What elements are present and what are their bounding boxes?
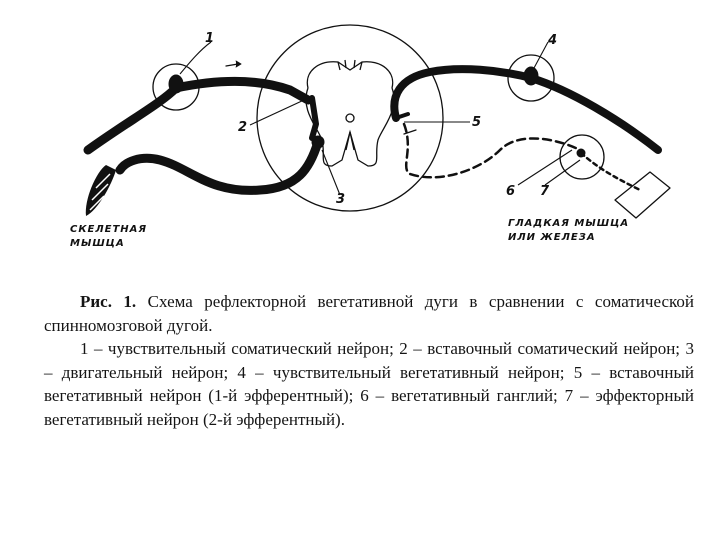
preganglionic-fiber	[404, 124, 580, 177]
somatic-arc	[88, 61, 324, 190]
intercalary-somatic-neuron	[312, 98, 316, 138]
sensory-neuron-body	[169, 75, 183, 93]
leader-3	[322, 150, 340, 195]
leader-1	[180, 42, 211, 74]
dorsal-horns	[307, 62, 392, 88]
label-1: 1	[205, 31, 215, 46]
caption-legend: 1 – чувствительный соматический нейрон; 2 – вставочный соматический нейрон; 3 – двигательный нейрон; 4 – чувствительный вегетативный нейрон; 5 – вставочный вегетативный нейрон (1-й эфферентный); 6 – вегетативный ганглий; 7 – эффекторный вегетативный нейрон (2-й эфферентный).	[44, 339, 694, 429]
label-3: 3	[336, 192, 346, 207]
figure-caption	[44, 290, 694, 431]
caption-title-paragraph	[44, 290, 694, 337]
skeletal-muscle-label-1: СКЕЛЕТНАЯ	[70, 224, 148, 235]
smooth-muscle-gland	[615, 172, 670, 218]
label-5: 5	[472, 115, 482, 130]
leader-6	[518, 150, 572, 185]
vegetative-arc	[394, 55, 670, 218]
arrow-afferent-head	[236, 61, 241, 67]
figure-label: Рис. 1.	[80, 292, 137, 311]
caption-title: Схема рефлекторной вегетативной дуги в сравнении с соматической спинномозговой дугой.	[44, 292, 694, 335]
central-canal	[346, 114, 354, 122]
smooth-muscle-label-2: ИЛИ ЖЕЛЕЗА	[508, 232, 596, 243]
smooth-muscle-label-1: ГЛАДКАЯ МЫШЦА	[508, 218, 630, 229]
vegetative-sensory-body	[524, 67, 538, 85]
skeletal-muscle	[86, 165, 116, 216]
label-7: 7	[540, 184, 550, 199]
label-2: 2	[238, 120, 248, 135]
gray-matter	[306, 88, 394, 166]
skeletal-muscle-label-2: МЫШЦА	[70, 238, 125, 249]
label-4: 4	[548, 33, 558, 48]
postganglionic-fiber	[581, 153, 640, 190]
motor-fiber	[120, 142, 318, 190]
label-6: 6	[506, 184, 516, 199]
